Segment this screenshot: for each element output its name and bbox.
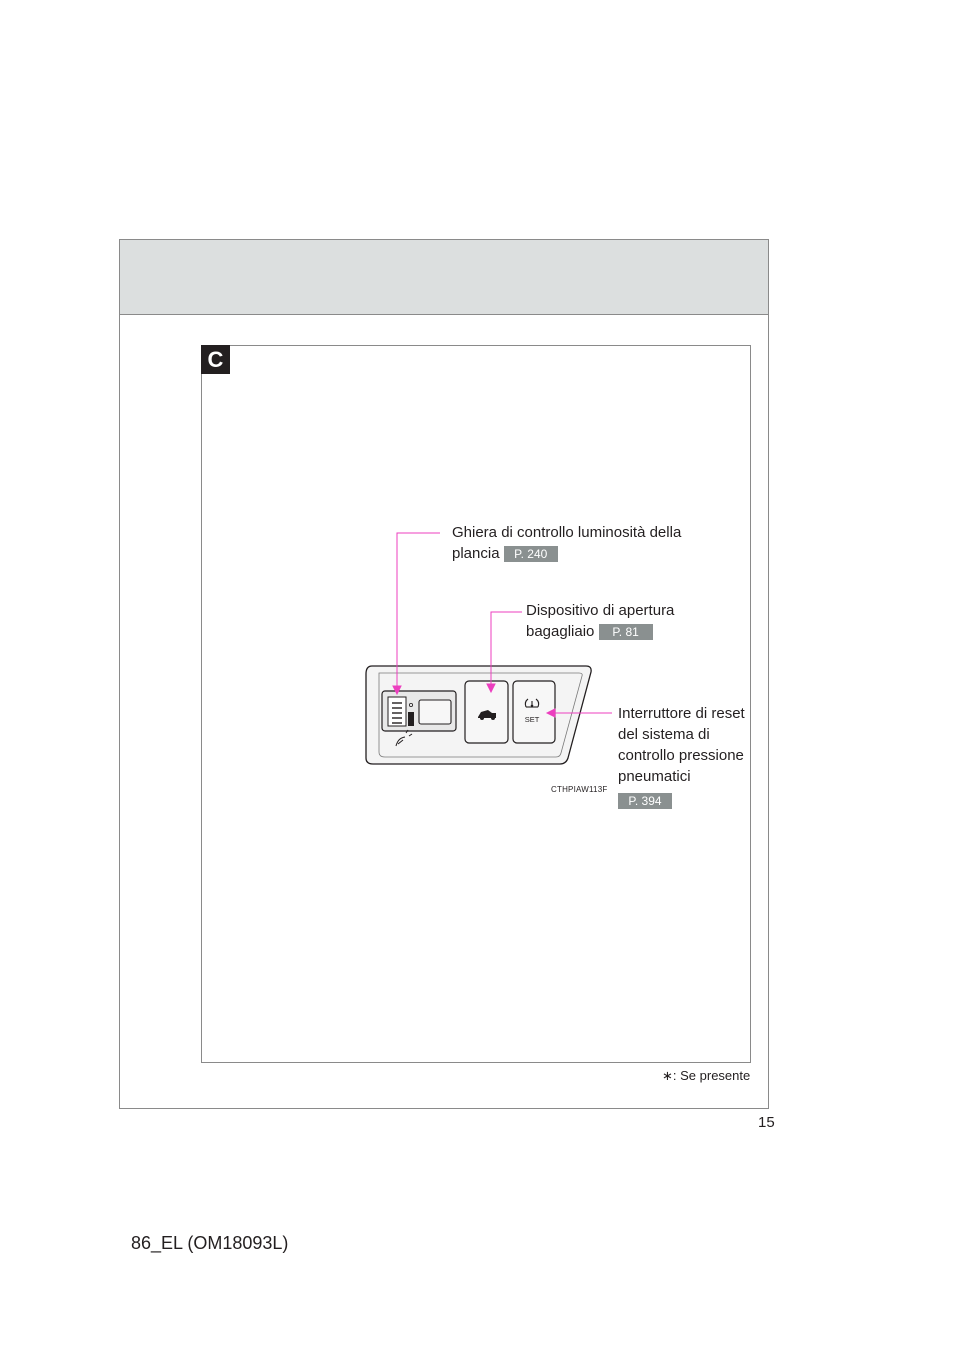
tpms-set-label: SET [524, 715, 540, 724]
callout-dimmer-line2: plancia [452, 545, 500, 562]
section-letter-badge: C [201, 345, 230, 374]
dimmer-knob [419, 700, 451, 724]
page-ref-badge-dimmer[interactable]: P. 240 [504, 546, 558, 562]
callout-trunk-line2: bagagliaio [526, 623, 595, 640]
page-ref-badge-tpms[interactable]: P. 394 [618, 793, 672, 809]
callout-tpms-line3: controllo pressione [618, 747, 744, 764]
document-id: 86_EL (OM18093L) [131, 1233, 289, 1253]
callout-tpms-line1: Interruttore di reset [618, 705, 745, 722]
callout-dimmer-line1: Ghiera di controllo luminosità della [452, 524, 682, 541]
page-ref-badge-trunk[interactable]: P. 81 [599, 624, 653, 640]
callout-trunk-line1: Dispositivo di apertura [526, 602, 675, 619]
footnote: ∗: Se presente [662, 1068, 751, 1083]
image-code: CTHPIAW113F [551, 785, 608, 794]
callout-tpms-line4: pneumatici [618, 768, 691, 785]
callout-tpms-line2: del sistema di [618, 726, 710, 743]
page-number: 15 [758, 1114, 775, 1131]
